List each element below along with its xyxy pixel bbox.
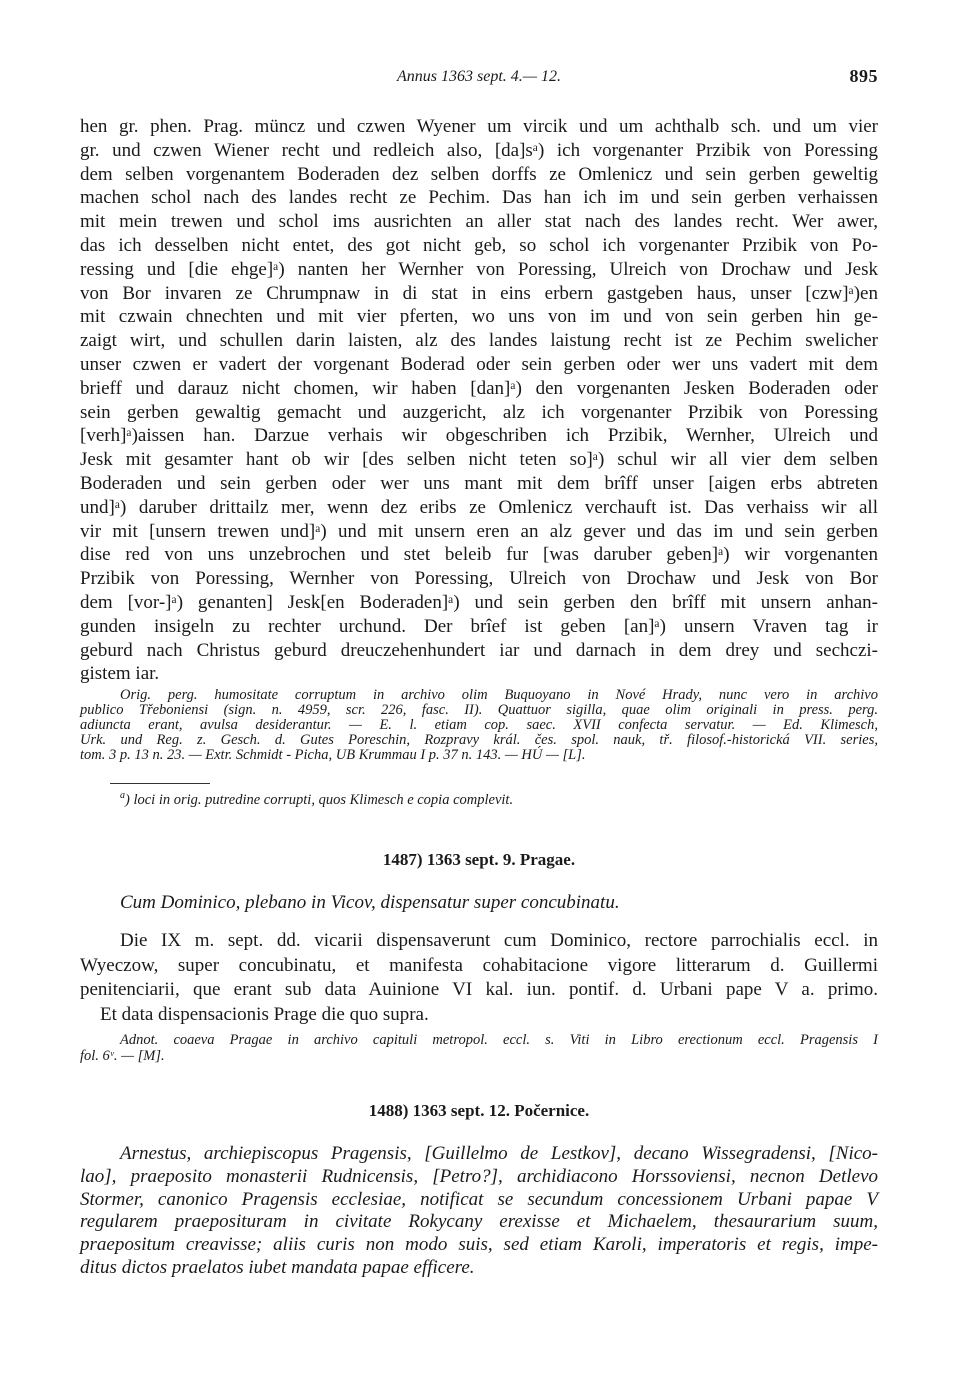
text-line: von Bor invaren ze Chrumpnaw in di stat in eins erbern gastgeben haus, unser [czw]ᵃ)en — [80, 282, 878, 304]
regest-line: Arnestus, archiepiscopus Pragensis, [Guillelmo de Lestkov], decano Wissegradensi, [Nico- — [120, 1143, 878, 1164]
text-line: penitenciarii, que erant sub data Auinione VI kal. iun. pontif. d. Urbani pape V a. primo. — [80, 979, 878, 1000]
text-line: mit mein trewen und schol ims ausrichten an aller stat nach des landes recht. Wer awer, — [80, 211, 878, 233]
text-line: vir mit [unsern trewen und]ᵃ) und mit unsern eren an alz gever und das im und sein gerben — [80, 520, 878, 542]
text-line: und]ᵃ) daruber drittailz mer, wenn dez eribs ze Omlenicz verchauft ist. Das verhaiss wir all — [80, 496, 878, 518]
adnot-line: Adnot. coaeva Pragae in archivo capituli metropol. eccl. s. Viti in Libro erectionum eccl. Pragensis I — [120, 1032, 878, 1048]
text-line: geburd nach Christus geburd dreuczehenhundert iar und darnach in dem drey und sechczi- — [80, 639, 878, 661]
footnote-mark: a — [120, 790, 125, 801]
text-line: dem selben vorgenantem Boderaden dez selben dorffs ze Omlenicz und sein gerben geweltig — [80, 163, 878, 185]
text-line: das ich desselben nicht entet, des got nicht geb, so schol ich vorgenanter Przibik von Po- — [80, 234, 878, 256]
charter-1486-text — [80, 115, 878, 686]
source-note-1486 — [80, 688, 878, 763]
text-line: unser czwen er vadert der vorgenant Boderad oder sein gerben oder wer uns vadert mit dem — [80, 353, 878, 375]
regest-line: lao], praeposito monasterii Rudnicensis, [Petro?], archidiacono Horssoviensi, necnon Detlevo — [80, 1165, 878, 1187]
text-line: gunden insigeln zu rechter urchund. Der brîef ist geben [an]ᵃ) unsern Vraven tag ir — [80, 615, 878, 637]
text-line: Jesk mit gesamter hant ob wir [des selben nicht teten so]ᵃ) schul wir all vier dem selben — [80, 449, 878, 471]
text-line: ressing und [die ehge]ᵃ) nanten her Wernher von Poressing, Ulreich von Drochaw und Jesk — [80, 258, 878, 280]
text-line: Wyeczow, super concubinatu, et manifesta cohabitacione vigore litterarum d. Guillermi — [80, 954, 878, 976]
doc-1488-title: 1488) 1363 sept. 12. Počernice. — [368, 1101, 590, 1120]
text-line: hen gr. phen. Prag. müncz und czwen Wyener um vircik und um achthalb sch. und um vier — [80, 116, 878, 137]
text-line: Boderaden und sein gerben oder wer uns mant mit dem brîff unser [aigen erbs abtreten — [80, 472, 878, 494]
doc-1488-regest — [80, 1143, 878, 1280]
text-line: Et data dispensacionis Prage die quo supra. — [100, 1003, 429, 1025]
footnote — [120, 790, 513, 809]
doc-1487-title: 1487) 1363 sept. 9. Pragae. — [382, 850, 576, 869]
source-line: adiuncta erant, avulsa desiderantur. — E. l. etiam cop. saec. XVII confecta servatur. — Ed. Klimesch, — [80, 717, 878, 733]
text-line: machen schol nach des landes recht ze Pechim. Das han ich im und sein gerben verhaissen — [80, 187, 878, 209]
text-line: mit czwain chnechten und mit vier pferten, wo uns von im und von sein gerben hin ge- — [80, 306, 878, 328]
adnot-line: fol. 6ᵛ. — [M]. — [80, 1048, 165, 1064]
source-line: tom. 3 p. 13 n. 23. — Extr. Schmidt - Picha, UB Krummau I p. 37 n. 143. — HÚ — [L]. — [80, 747, 586, 763]
text-line: brieff und darauz nicht chomen, wir haben [dan]ᵃ) den vorgenanten Jesken Boderaden oder — [80, 377, 878, 399]
regest-line: praepositum creavisse; aliis curis non modo suis, sed etiam Karoli, imperatoris et regis, impe- — [80, 1234, 878, 1256]
text-line: dem [vor-]ᵃ) genanten] Jesk[en Boderaden]ᵃ) und sein gerben den brîff mit unsern anhan- — [80, 591, 878, 613]
footnote-text: ) loci in orig. putredine corrupti, quos Klimesch e copia complevit. — [125, 791, 514, 808]
regest-line: ditus dictos praelatos iubet mandata papae efficere. — [80, 1256, 475, 1278]
running-header — [80, 66, 878, 90]
text-line: [verh]ᵃ)aissen han. Darzue verhais wir obgeschriben ich Przibik, Wernher, Ulreich und — [80, 425, 878, 447]
source-line: publico Třeboniensi (sign. n. 4959, scr. 226, fasc. II). Quattuor sigilla, quae olim originali in press. perg. — [80, 702, 878, 718]
text-line: gr. und czwen Wiener recht und redleich also, [da]sᵃ) ich vorgenanter Przibik von Poressing — [80, 139, 878, 161]
source-line: Urk. und Reg. z. Gesch. d. Gutes Poreschin, Rozpravy král. čes. spol. nauk, tř. filosof.-historická VII. series, — [80, 732, 878, 748]
text-line: dise red von uns unzebrochen und stet beleib fur [was daruber geben]ᵃ) wir vorgenanten — [80, 544, 878, 566]
doc-1487-regest — [80, 892, 878, 914]
page-number: 895 — [849, 66, 878, 86]
regest-line: Stormer, canonico Pragensis ecclesiae, notificat se secundum concessionem Urbani papae V — [80, 1188, 878, 1210]
footnote-rule — [110, 783, 210, 784]
doc-1487-adnotation — [80, 1032, 878, 1064]
running-title: Annus 1363 sept. 4.— 12. — [397, 68, 561, 85]
text-line: sein gerben gewaltig gemacht und auzgericht, alz ich vorgenanter Przibik von Poressing — [80, 401, 878, 423]
text-line: Die IX m. sept. dd. vicarii dispensaverunt cum Dominico, rectore parrochialis eccl. in — [120, 930, 878, 951]
text-line: Przibik von Poressing, Wernher von Poressing, Ulreich von Drochaw und Jesk von Bor — [80, 568, 878, 590]
regest-line: Cum Dominico, plebano in Vicov, dispensatur super concubinatu. — [120, 892, 620, 913]
doc-1487-text — [80, 929, 878, 1027]
regest-line: regularem praeposituram in civitate Rokycany erexisse et Michaelem, thesaurarium suum, — [80, 1211, 878, 1233]
text-line: gistem iar. — [80, 663, 160, 685]
source-line: Orig. perg. humositate corruptum in archivo olim Buquoyano in Nové Hrady, nunc vero in archivo — [120, 687, 878, 703]
text-line: zaigt wirt, und schullen darin laisten, alz des landes laistung recht ist ze Pechim swelicher — [80, 330, 878, 352]
